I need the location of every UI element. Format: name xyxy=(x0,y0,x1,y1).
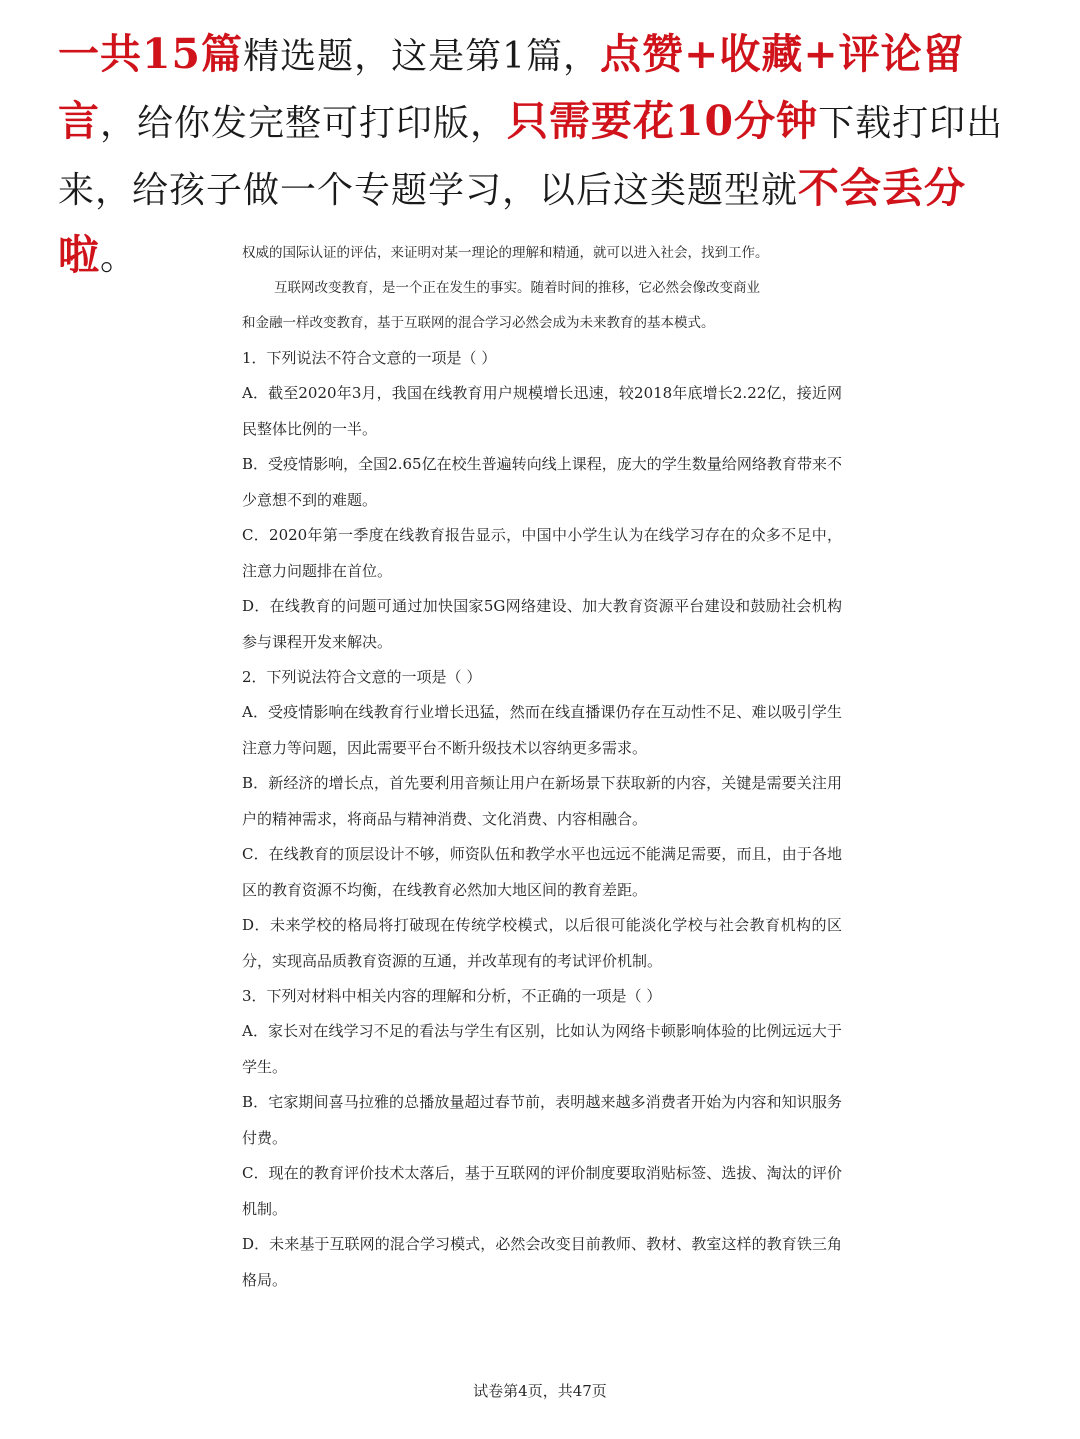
banner-text: 。 xyxy=(100,237,138,278)
answer-option: B．新经济的增长点，首先要利用音频让用户在新场景下获取新的内容，关键是需要关注用户的精神需求，将商品与精神消费、文化消费、内容相融合。 xyxy=(242,774,842,828)
passage-line: 互联网改变教育，是一个正在发生的事实。随着时间的推移，它必然会像改变商业 xyxy=(274,280,760,296)
banner-highlight: 只需要花10分钟 xyxy=(507,97,819,145)
question-stem: 3．下列对材料中相关内容的理解和分析，不正确的一项是（ ） xyxy=(242,987,662,1005)
banner-text: ，给你发完整可打印版， xyxy=(100,103,508,144)
answer-option: C．2020年第一季度在线教育报告显示，中国中小学生认为在线学习存在的众多不足中，注意力问题排在首位。 xyxy=(242,526,842,580)
page-number: 试卷第4页，共47页 xyxy=(473,1382,607,1400)
banner-highlight: 点赞+收藏+评论留言 xyxy=(58,30,965,145)
banner-text: 下载打印出来，给孩子做一个专题学习，以后这类题型就 xyxy=(58,103,1004,211)
banner-highlight: 不会丢分啦 xyxy=(58,164,967,279)
answer-option: A．家长对在线学习不足的看法与学生有区别，比如认为网络卡顿影响体验的比例远远大于学生。 xyxy=(242,1022,842,1076)
answer-option: D．在线教育的问题可通过加快国家5G网络建设、加大教育资源平台建设和鼓励社会机构参与课程开发来解决。 xyxy=(242,597,842,651)
question-stem: 2．下列说法符合文意的一项是（ ） xyxy=(242,668,482,686)
answer-option: C．在线教育的顶层设计不够，师资队伍和教学水平也远远不能满足需要，而且，由于各地区的教育资源不均衡，在线教育必然加大地区间的教育差距。 xyxy=(242,845,842,899)
answer-option: A．截至2020年3月，我国在线教育用户规模增长迅速，较2018年底增长2.22亿，接近网民整体比例的一半。 xyxy=(242,384,842,438)
answer-option: A．受疫情影响在线教育行业增长迅猛，然而在线直播课仍存在互动性不足、难以吸引学生注意力等问题，因此需要平台不断升级技术以容纳更多需求。 xyxy=(242,703,842,757)
passage-line: 权威的国际认证的评估，来证明对某一理论的理解和精通，就可以进入社会，找到工作。 xyxy=(242,245,769,261)
answer-option: C．现在的教育评价技术太落后，基于互联网的评价制度要取消贴标签、选拔、淘汰的评价机制。 xyxy=(242,1164,842,1218)
exam-page xyxy=(242,236,842,1298)
passage-line: 和金融一样改变教育，基于互联网的混合学习必然会成为未来教育的基本模式。 xyxy=(242,315,715,331)
banner-highlight: 一共15篇 xyxy=(58,30,244,78)
banner-text: 精选题，这是第1篇， xyxy=(243,36,600,77)
answer-option: D．未来学校的格局将打破现在传统学校模式，以后很可能淡化学校与社会教育机构的区分，实现高品质教育资源的互通，并改革现有的考试评价机制。 xyxy=(242,916,842,970)
answer-option: D．未来基于互联网的混合学习模式，必然会改变目前教师、教材、教室这样的教育铁三角格局。 xyxy=(242,1235,842,1289)
answer-option: B．宅家期间喜马拉雅的总播放量超过春节前，表明越来越多消费者开始为内容和知识服务付费。 xyxy=(242,1093,842,1147)
question-stem: 1．下列说法不符合文意的一项是（ ） xyxy=(242,349,497,367)
answer-option: B．受疫情影响，全国2.65亿在校生普遍转向线上课程，庞大的学生数量给网络教育带来不少意想不到的难题。 xyxy=(242,455,842,509)
